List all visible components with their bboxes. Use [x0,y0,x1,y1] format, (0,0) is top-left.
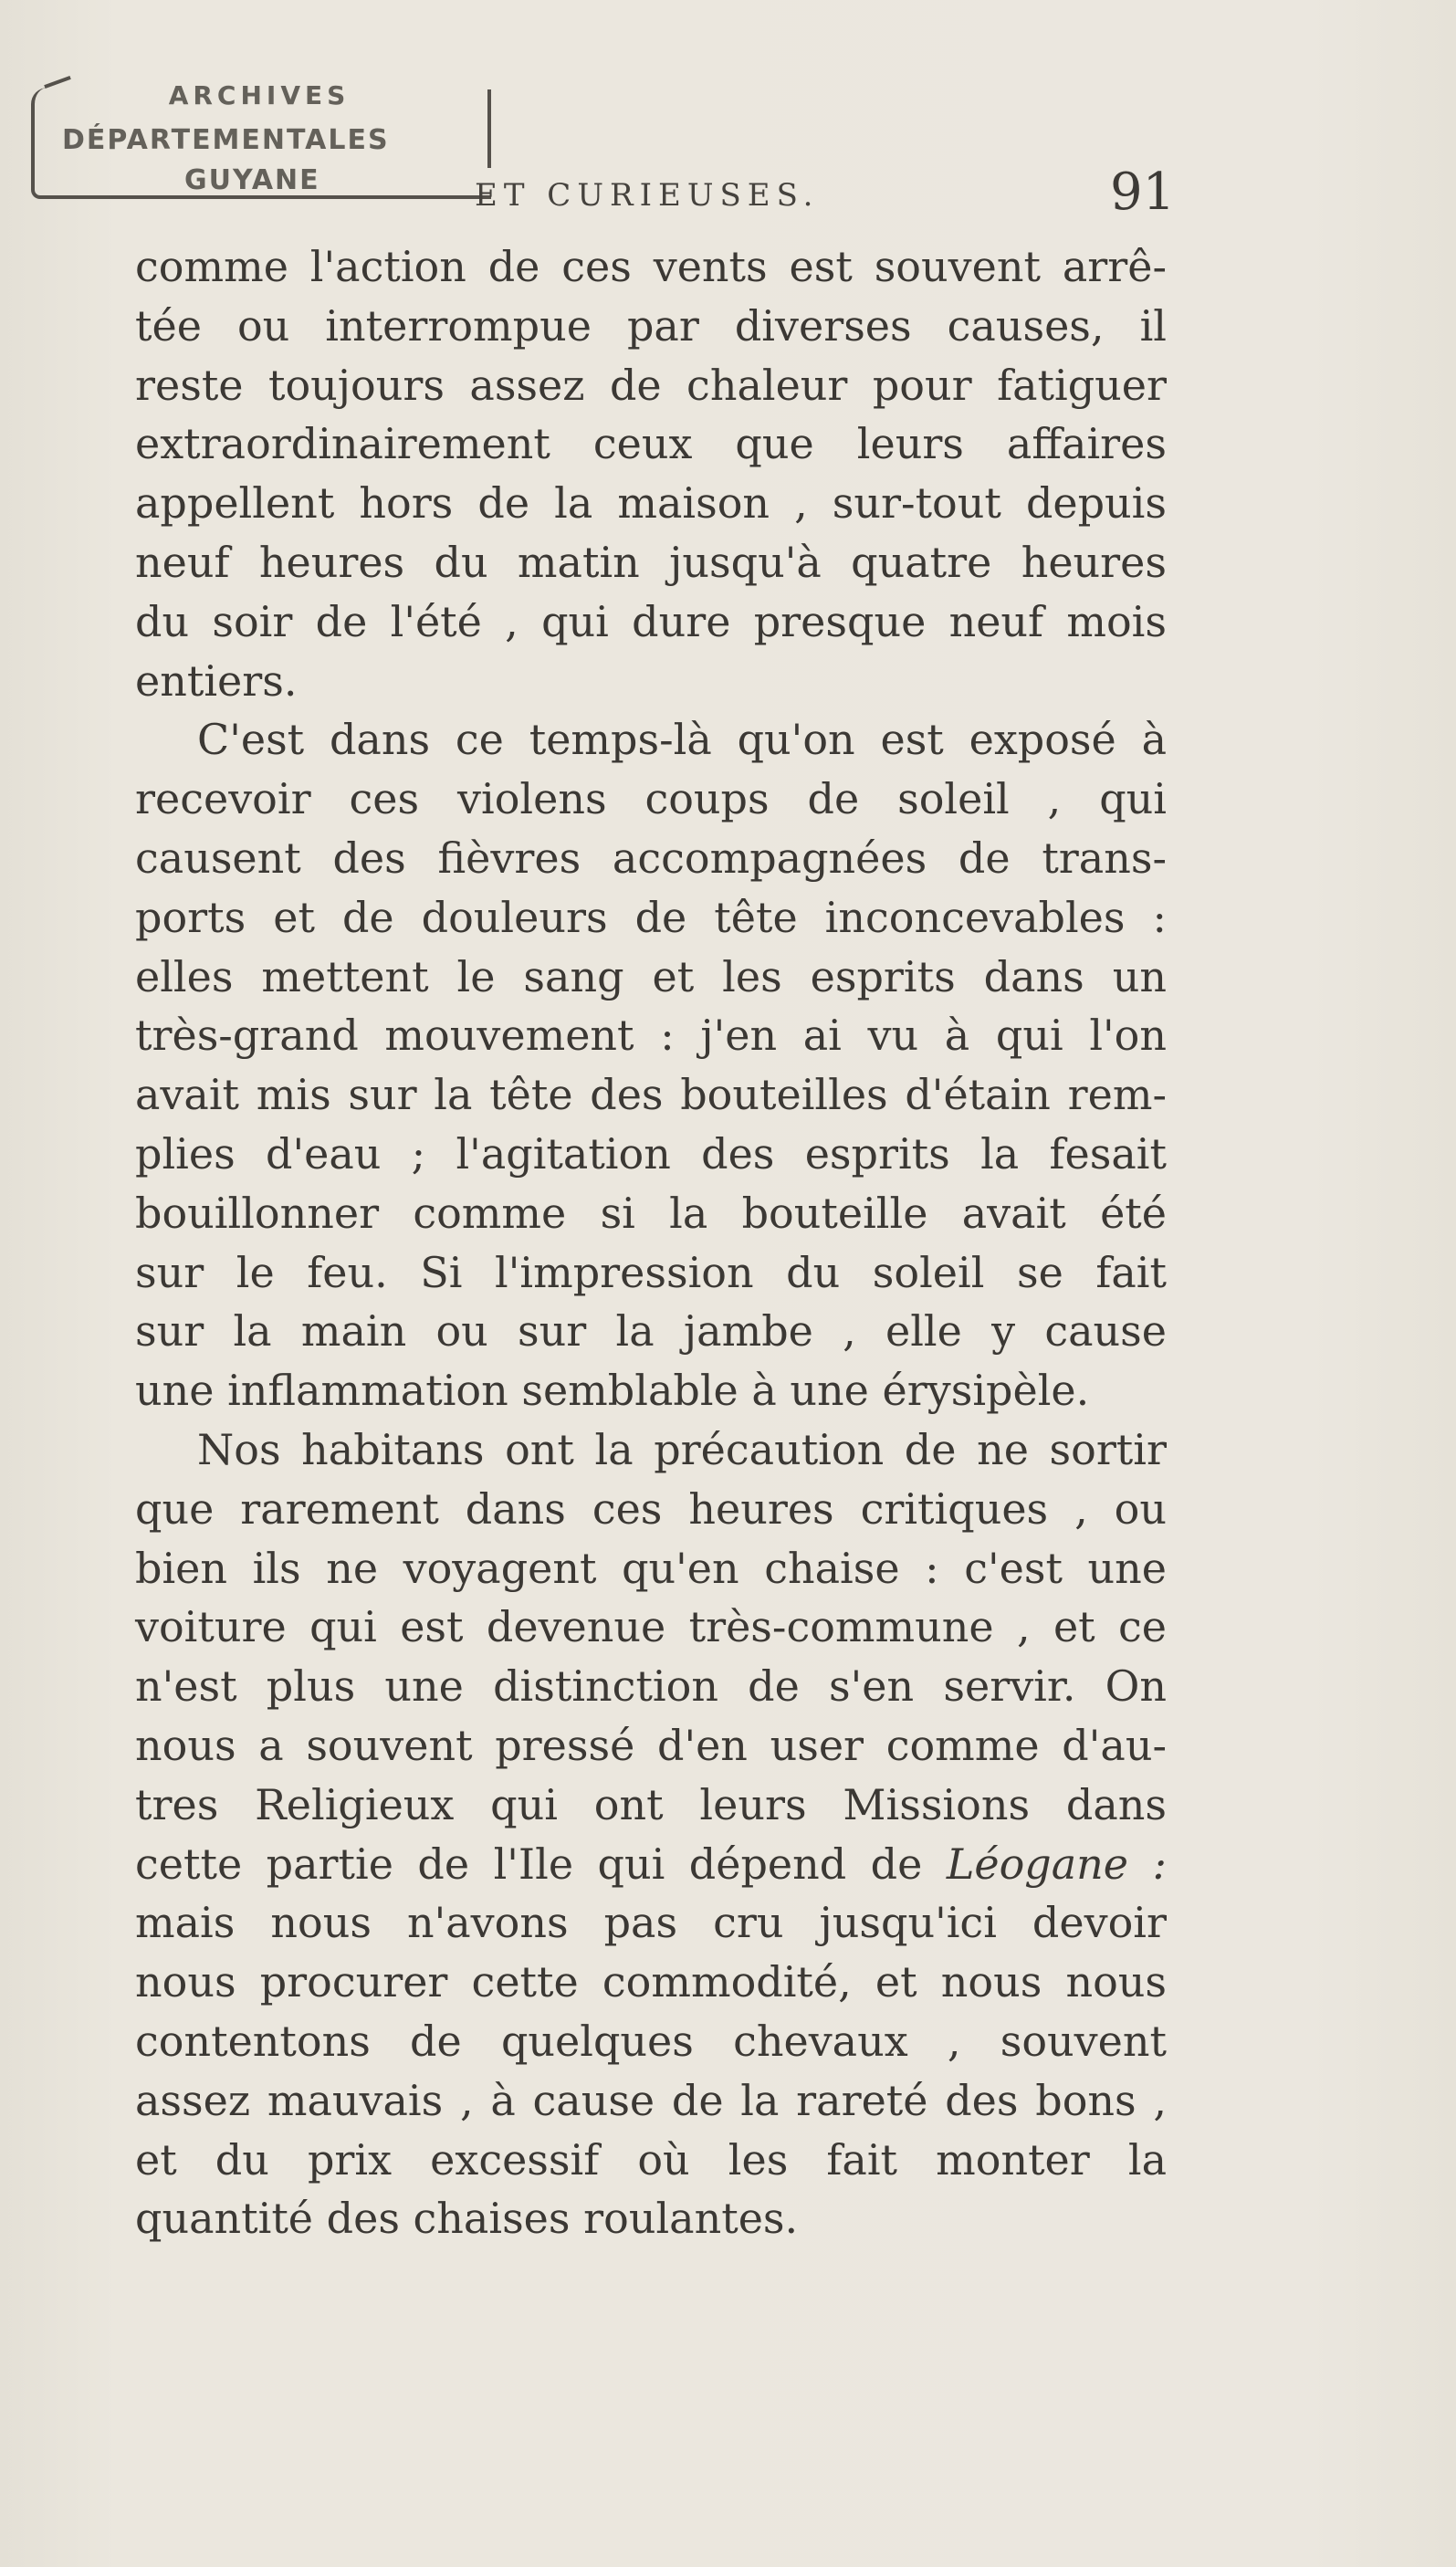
text-line: tres Religieux qui ont leurs Missions dans [135,1779,1167,1829]
text-line: bouillonner comme si la bouteille avait été [135,1188,1167,1238]
text-line: quantité des chaises roulantes. [135,2194,799,2244]
text-line: que rarement dans ces heures critiques , ou [135,1483,1167,1534]
text-line: une inflammation semblable à une érysipèle. [135,1366,1090,1416]
text-line: entiers. [135,655,298,706]
running-head: ET CURIEUSES. [475,177,820,214]
text-line: voiture qui est devenue très-commune , et ce [135,1602,1167,1652]
text-line: nous a souvent pressé d'en user comme d'au- [135,1720,1167,1770]
text-line: et du prix excessif où les fait monter la [135,2134,1167,2185]
text-line: contentons de quelques chevaux , souvent [135,2016,1167,2066]
text-line: du soir de l'été , qui dure presque neuf mois [135,596,1167,646]
stamp-line-3: GUYANE [184,164,320,196]
place-name-leogane: Léogane : [946,1839,1167,1889]
text-line: sur le feu. Si l'impression du soleil se fait [135,1247,1167,1297]
body-text [135,237,1167,2248]
text-line: nous procurer cette commodité, et nous nous [135,1957,1167,2007]
text-line: comme l'action de ces vents est souvent arrê- [135,242,1167,291]
text-line: ports et de douleurs de tête inconcevables : [135,892,1167,942]
text-line: plies d'eau ; l'agitation des esprits la fesait [135,1128,1167,1179]
archive-stamp [31,71,487,208]
text-line: recevoir ces violens coups de soleil , qui [135,774,1167,824]
paragraph-start-line: C'est dans ce temps-là qu'on est exposé à [197,715,1167,765]
page-number: 91 [1110,162,1176,222]
stamp-line-2: DÉPARTEMENTALES [62,124,390,156]
text-line: causent des fièvres accompagnées de trans- [135,833,1167,883]
text-line: bien ils ne voyagent qu'en chaise : c'est une [135,1543,1167,1593]
text-line: tée ou interrompue par diverses causes, il [135,300,1167,351]
paragraph-start-line: Nos habitans ont la précaution de ne sortir [197,1424,1167,1474]
text-line-part: cette partie de l'Ile qui dépend de [135,1839,923,1889]
text-line: très-grand mouvement : j'en ai vu à qui l'on [135,1011,1167,1061]
text-line: reste toujours assez de chaleur pour fatiguer [135,360,1167,410]
text-line: sur la main ou sur la jambe , elle y cause [135,1306,1167,1357]
text-line: mais nous n'avons pas cru jusqu'ici devoir [135,1898,1167,1948]
text-line: avait mis sur la tête des bouteilles d'étain rem- [135,1070,1167,1120]
text-line: elles mettent le sang et les esprits dans un [135,951,1167,1001]
text-line: n'est plus une distinction de s'en servir. On [135,1661,1167,1712]
text-line: extraordinairement ceux que leurs affaires [135,419,1167,469]
stamp-line-1: ARCHIVES [168,80,351,110]
text-line: appellent hors de la maison , sur-tout depuis [135,478,1167,529]
text-line [135,1835,1167,1894]
stamp-border-right [487,89,491,168]
text-line: assez mauvais , à cause de la rareté des bons , [135,2075,1167,2125]
text-line: neuf heures du matin jusqu'à quatre heures [135,537,1167,587]
